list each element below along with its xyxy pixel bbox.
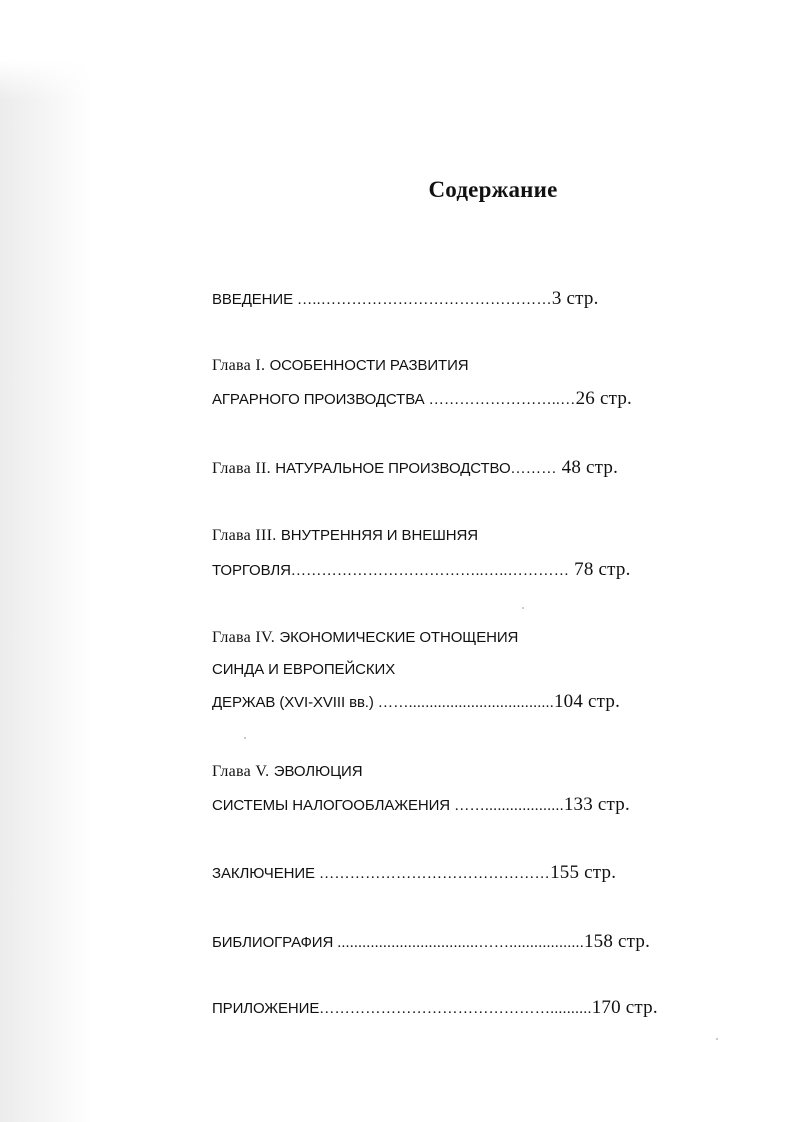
toc-entry-bibliography <box>212 931 650 954</box>
entry-title: ЗАКЛЮЧЕНИЕ <box>212 865 315 882</box>
page-number: 170 стр. <box>591 997 658 1018</box>
toc-entry-introduction <box>212 288 599 311</box>
toc-entry-chapter-4-line-2 <box>212 658 395 681</box>
entry-title: НАТУРАЛЬНОЕ ПРОИЗВОДСТВО <box>275 460 511 477</box>
toc-entry-chapter-1-line-1 <box>212 354 469 377</box>
entry-title: ПРИЛОЖЕНИЕ <box>212 1000 320 1017</box>
dot-leader: ……… <box>510 461 557 477</box>
page-number: 3 стр. <box>551 288 599 309</box>
entry-prefix: Глава IV. <box>212 629 280 646</box>
scan-speck <box>522 607 524 609</box>
dot-leader: ……………………..… <box>424 392 576 408</box>
entry-title: ТОРГОВЛЯ <box>212 562 291 579</box>
dot-leader: ……................... <box>450 798 564 814</box>
toc-entry-chapter-5-line-1 <box>212 760 362 783</box>
toc-entry-chapter-3-line-1 <box>212 524 478 547</box>
entry-title: СИСТЕМЫ НАЛОГООБЛАЖЕНИЯ <box>212 797 451 814</box>
scan-shadow <box>0 0 92 1122</box>
dot-leader: ..................................…….................. <box>333 935 584 951</box>
dot-leader: ………………………………..…..………… <box>290 563 570 579</box>
entry-title: ВВЕДЕНИЕ <box>212 291 293 308</box>
page-number: 48 стр. <box>556 457 619 478</box>
toc-entry-chapter-3-line-2 <box>212 559 631 582</box>
entry-title: ВНУТРЕННЯЯ И ВНЕШНЯЯ <box>280 527 478 544</box>
dot-leader: ……………………………………… <box>314 866 551 882</box>
page-number: 78 стр. <box>569 559 631 580</box>
page-number: 155 стр. <box>550 862 617 883</box>
entry-title: ДЕРЖАВ (XVI-XVIII вв.) <box>212 694 374 711</box>
entry-prefix: Глава II. <box>212 460 276 477</box>
toc-entry-appendix <box>212 997 658 1020</box>
entry-prefix: Глава III. <box>212 527 281 544</box>
page-title: Содержание <box>428 177 558 202</box>
toc-entry-chapter-4-line-1 <box>212 626 518 649</box>
page-number: 26 стр. <box>575 388 632 409</box>
dot-leader: …..……………………………………… <box>293 292 552 308</box>
dot-leader: ……................................... <box>373 695 554 711</box>
toc-entry-chapter-5-line-2 <box>212 794 630 817</box>
scan-speck <box>716 1038 718 1040</box>
entry-prefix: Глава V. <box>212 763 274 780</box>
entry-title: ЭКОНОМИЧЕСКИЕ ОТНОЩЕНИЯ <box>279 629 519 646</box>
toc-entry-chapter-4-line-3 <box>212 691 620 714</box>
entry-title: АГРАРНОГО ПРОИЗВОДСТВА <box>212 391 425 408</box>
scan-speck <box>244 737 246 739</box>
toc-entry-chapter-1-line-2 <box>212 388 632 411</box>
toc-entry-conclusion <box>212 862 616 885</box>
page-number: 158 стр. <box>583 931 651 952</box>
entry-title: ОСОБЕННОСТИ РАЗВИТИЯ <box>269 357 469 374</box>
page-number: 133 стр. <box>563 794 630 815</box>
scan-top-fade <box>0 0 793 100</box>
entry-title: БИБЛИОГРАФИЯ <box>212 934 334 951</box>
entry-title: ЭВОЛЮЦИЯ <box>273 763 363 780</box>
toc-entry-chapter-2 <box>212 457 618 480</box>
entry-prefix: Глава I. <box>212 357 270 374</box>
entry-title: СИНДА И ЕВРОПЕЙСКИХ <box>212 661 396 678</box>
page-number: 104 стр. <box>553 691 621 712</box>
dot-leader: ……………………………………….......... <box>319 1001 592 1017</box>
